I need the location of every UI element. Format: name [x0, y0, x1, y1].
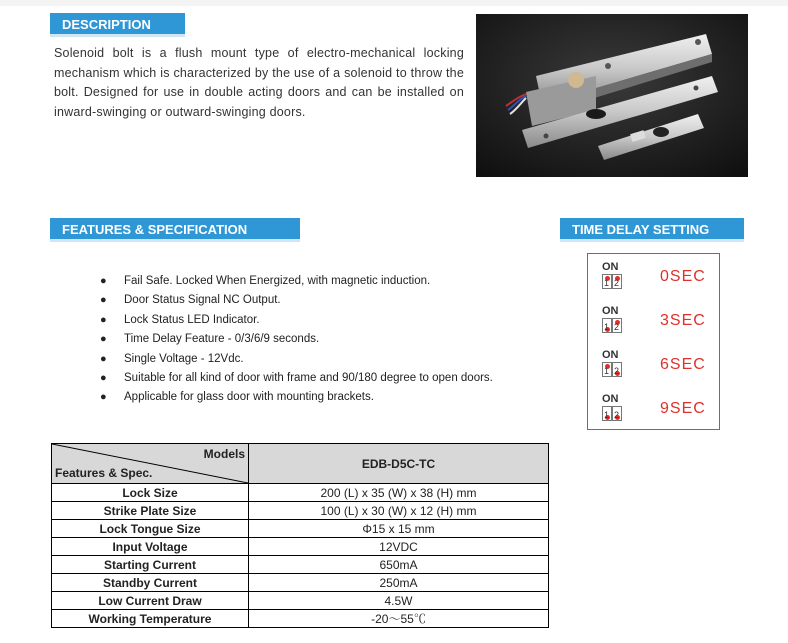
spec-feature-cell: Lock Size [52, 484, 249, 502]
feature-item [100, 388, 493, 407]
table-row [52, 610, 549, 628]
dip-on-label: ON [602, 305, 619, 317]
header-models: Models [203, 447, 245, 461]
bullet-icon: ● [100, 352, 107, 365]
delay-label: 6SEC [660, 356, 706, 373]
switch-number: 1 [604, 278, 610, 288]
dip-switch-icon [602, 394, 626, 421]
bullet-icon: ● [100, 294, 107, 307]
spec-feature-cell: Lock Tongue Size [52, 520, 249, 538]
dip-switch-cell [612, 362, 622, 377]
time-delay-heading: TIME DELAY SETTING [560, 218, 744, 242]
spec-feature-cell: Starting Current [52, 556, 249, 574]
dip-on-label: ON [602, 349, 619, 361]
bullet-icon: ● [100, 313, 107, 326]
switch-number: 1 [604, 410, 610, 420]
feature-text: Lock Status LED Indicator. [124, 313, 260, 326]
dip-switch-cell [612, 318, 622, 333]
time-delay-panel [587, 253, 720, 430]
description-text: Solenoid bolt is a flush mount type of electro-mechanical locking mechanism which is characterized by the use of a solenoid to throw the bolt. Designed for use in double acting doors and can be installed on inward-swinging or outward-swinging doors. [54, 46, 464, 119]
dip-on-label: ON [602, 393, 619, 405]
feature-item [100, 330, 493, 349]
table-row [52, 502, 549, 520]
bullet-icon: ● [100, 371, 107, 384]
bullet-icon: ● [100, 333, 107, 346]
feature-item [100, 311, 493, 330]
description-heading: DESCRIPTION [50, 13, 185, 37]
feature-item [100, 272, 493, 291]
spec-value-cell: 250mA [249, 574, 549, 592]
features-list [100, 272, 493, 408]
header-features: Features & Spec. [55, 466, 153, 480]
spec-value-cell: 200 (L) x 35 (W) x 38 (H) mm [249, 484, 549, 502]
switch-number: 2 [614, 278, 620, 288]
feature-text: Fail Safe. Locked When Energized, with magnetic induction. [124, 275, 431, 287]
switch-number: 1 [604, 366, 610, 376]
table-row [52, 592, 549, 610]
dip-switch-cell [602, 274, 612, 289]
spec-feature-cell: Low Current Draw [52, 592, 249, 610]
dip-switch-cell [602, 318, 612, 333]
switch-number: 2 [614, 366, 620, 376]
dip-switch-cell [612, 406, 622, 421]
dip-switch-cell [612, 274, 622, 289]
delay-label: 3SEC [660, 312, 706, 329]
spec-value-cell: 12VDC [249, 538, 549, 556]
dip-switch-cell [602, 362, 612, 377]
dip-switch-icon [602, 350, 626, 377]
spec-table [51, 443, 549, 628]
table-row [52, 484, 549, 502]
model-name: EDB-D5C-TC [249, 444, 549, 484]
spec-feature-cell: Working Temperature [52, 610, 249, 628]
dip-switch-icon [602, 306, 626, 333]
spec-feature-cell: Standby Current [52, 574, 249, 592]
feature-text: Door Status Signal NC Output. [124, 294, 281, 307]
feature-text: Single Voltage - 12Vdc. [124, 352, 244, 365]
switch-number: 1 [604, 322, 610, 332]
dip-switch-cell [602, 406, 612, 421]
feature-item [100, 350, 493, 369]
table-row [52, 574, 549, 592]
spec-table-header [52, 444, 549, 484]
dip-switch-icon [602, 262, 626, 289]
switch-number: 2 [614, 322, 620, 332]
spec-value-cell: -20～55℃ [249, 610, 549, 628]
bullet-icon: ● [100, 275, 107, 287]
spec-value-cell: 4.5W [249, 592, 549, 610]
spec-value-cell: 650mA [249, 556, 549, 574]
feature-text: Applicable for glass door with mounting brackets. [124, 391, 374, 404]
product-photo [476, 14, 748, 177]
feature-item [100, 369, 493, 388]
feature-text: Suitable for all kind of door with frame and 90/180 degree to open doors. [124, 371, 493, 384]
spec-value-cell: 100 (L) x 30 (W) x 12 (H) mm [249, 502, 549, 520]
switch-number: 2 [614, 410, 620, 420]
spec-feature-cell: Strike Plate Size [52, 502, 249, 520]
features-heading: FEATURES & SPECIFICATION [50, 218, 300, 242]
bullet-icon: ● [100, 391, 107, 404]
top-divider [0, 0, 788, 6]
dip-on-label: ON [602, 261, 619, 273]
spec-feature-cell: Input Voltage [52, 538, 249, 556]
table-row [52, 538, 549, 556]
delay-label: 0SEC [660, 268, 706, 285]
delay-label: 9SEC [660, 400, 706, 417]
feature-text: Time Delay Feature - 0/3/6/9 seconds. [124, 333, 320, 346]
header-diagonal-cell [52, 444, 249, 484]
feature-item [100, 291, 493, 310]
table-row [52, 520, 549, 538]
spec-value-cell: Φ15 x 15 mm [249, 520, 549, 538]
table-row [52, 556, 549, 574]
